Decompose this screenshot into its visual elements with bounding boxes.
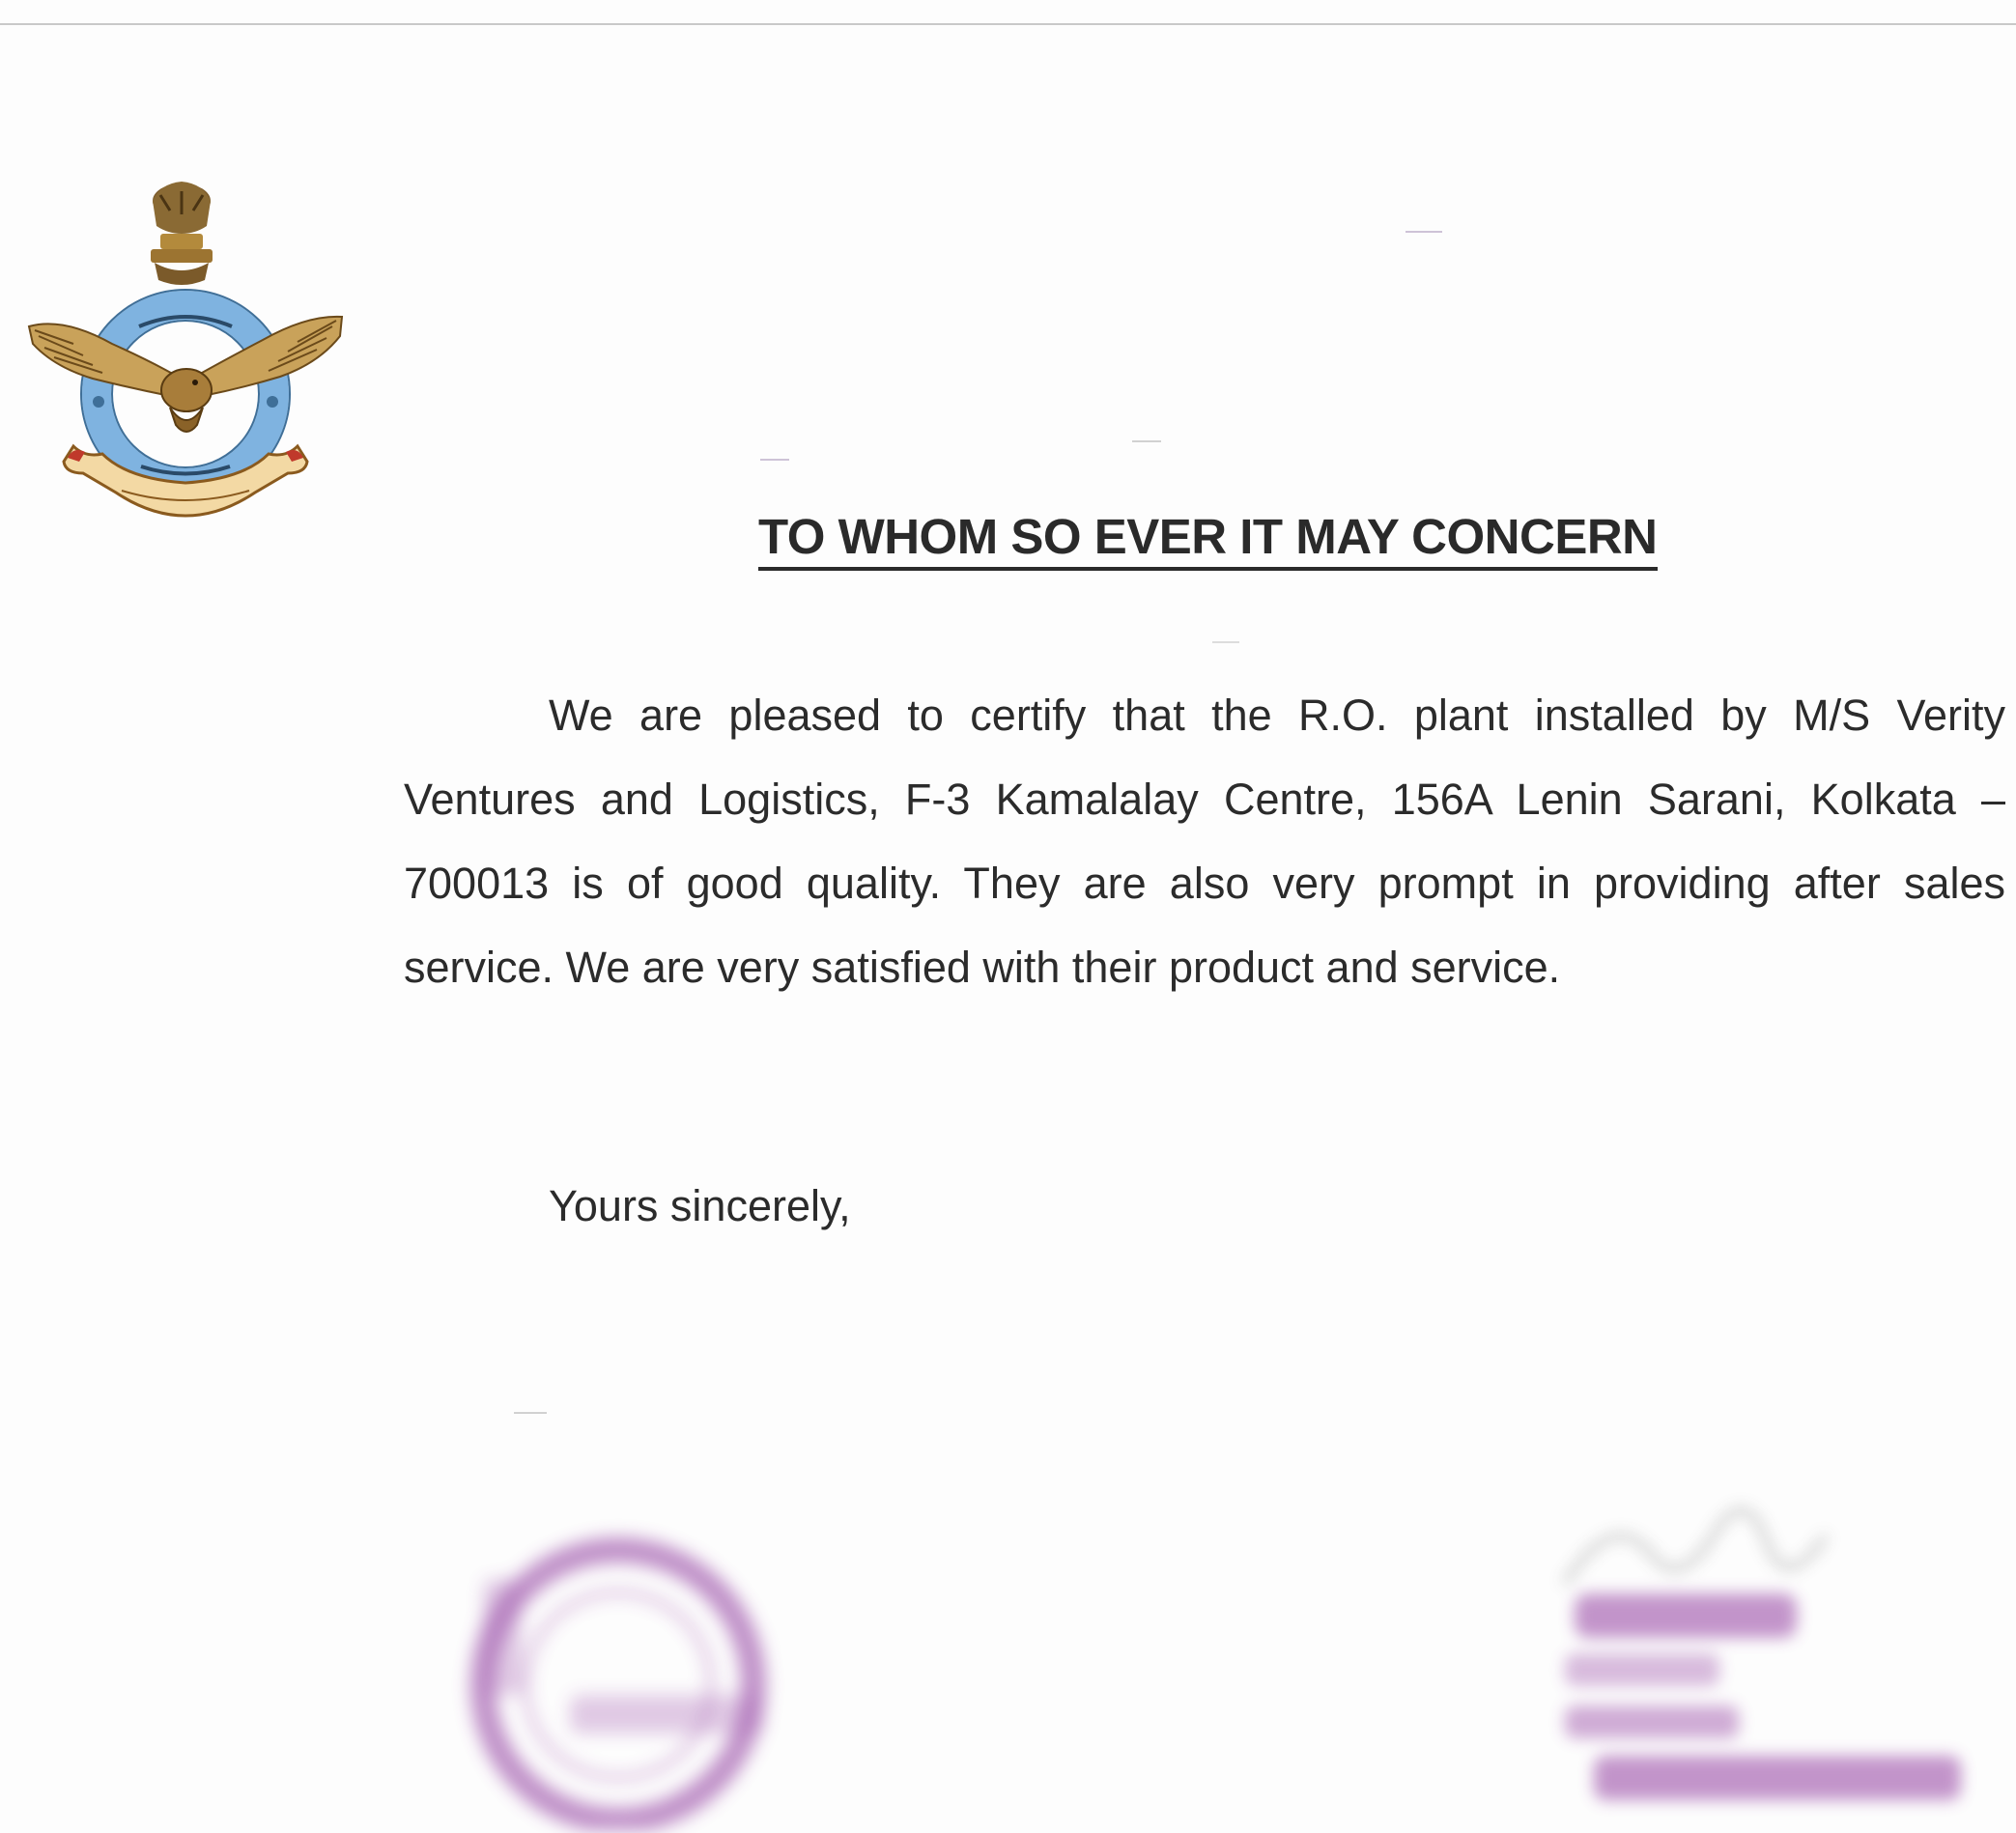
scan-speck — [1406, 231, 1442, 233]
letter-closing: Yours sincerely, — [549, 1181, 851, 1230]
scan-speck — [1132, 440, 1161, 442]
office-rubber-stamp-icon — [425, 1502, 831, 1830]
scan-speck — [514, 1412, 547, 1414]
top-border-line — [0, 23, 2016, 25]
scan-speck — [1212, 641, 1239, 643]
letter-body: We are pleased to certify that the R.O. plant installed by M/S Verity Ventures and Logistics, F-3 Kamalalay Centre, 156A Lenin Sarani, Kolkata – 700013 is of good quality. They are also very prompt in providing after sales service. We are very satisfied with their product and service. — [404, 691, 2005, 992]
handwritten-signature-icon — [1536, 1468, 2000, 1830]
eagle-icon — [29, 317, 342, 432]
letter-heading: TO WHOM SO EVER IT MAY CONCERN — [758, 510, 1658, 571]
indian-air-force-crest-icon — [25, 172, 346, 539]
lion-capital-icon — [151, 182, 213, 285]
scan-speck — [760, 459, 789, 461]
